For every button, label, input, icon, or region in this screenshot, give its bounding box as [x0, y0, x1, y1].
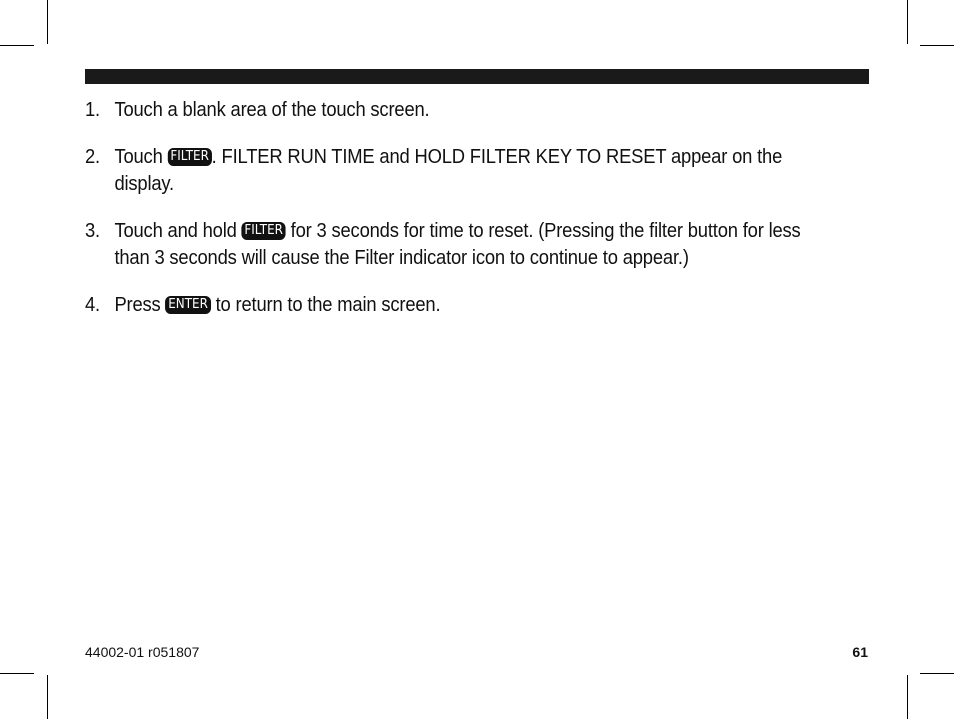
step-number: 2.: [85, 146, 100, 168]
filter-key-icon: FILTER: [168, 148, 212, 166]
step-2: [85, 144, 803, 198]
step-number: 3.: [85, 220, 100, 242]
filter-key-icon: FILTER: [242, 222, 286, 240]
enter-key-icon: ENTER: [165, 296, 210, 314]
step-4: [85, 292, 803, 319]
crop-mark-top-right-horizontal: [920, 45, 954, 46]
step-text: Touch a blank area of the touch screen.: [114, 99, 430, 121]
page-number: 61: [852, 644, 868, 660]
crop-mark-bottom-right-horizontal: [920, 673, 954, 674]
step-text-continued: . FILTER RUN TIME and HOLD FILTER KEY TO RESET appear on the display.: [114, 146, 783, 195]
step-1: [85, 97, 803, 124]
crop-mark-bottom-left-vertical: [47, 675, 48, 719]
step-3: [85, 218, 803, 272]
document-number: 44002-01 r051807: [85, 644, 200, 660]
crop-mark-bottom-left-horizontal: [0, 673, 34, 674]
step-number: 1.: [85, 99, 100, 121]
step-number: 4.: [85, 294, 100, 316]
step-text: Touch and hold: [114, 220, 242, 242]
step-text-continued: to return to the main screen.: [210, 294, 441, 316]
crop-mark-top-right-vertical: [907, 0, 908, 44]
instruction-steps: [85, 97, 865, 339]
step-text-continued: for 3 seconds for time to reset. (Pressing the filter button for less than 3 seconds will cause the Filter indicator icon to continue to appear.): [114, 220, 801, 269]
header-bar: [85, 69, 869, 84]
crop-mark-bottom-right-vertical: [907, 675, 908, 719]
step-text: Touch: [114, 146, 168, 168]
step-text: Press: [114, 294, 166, 316]
crop-mark-top-left-vertical: [47, 0, 48, 44]
crop-mark-top-left-horizontal: [0, 45, 34, 46]
